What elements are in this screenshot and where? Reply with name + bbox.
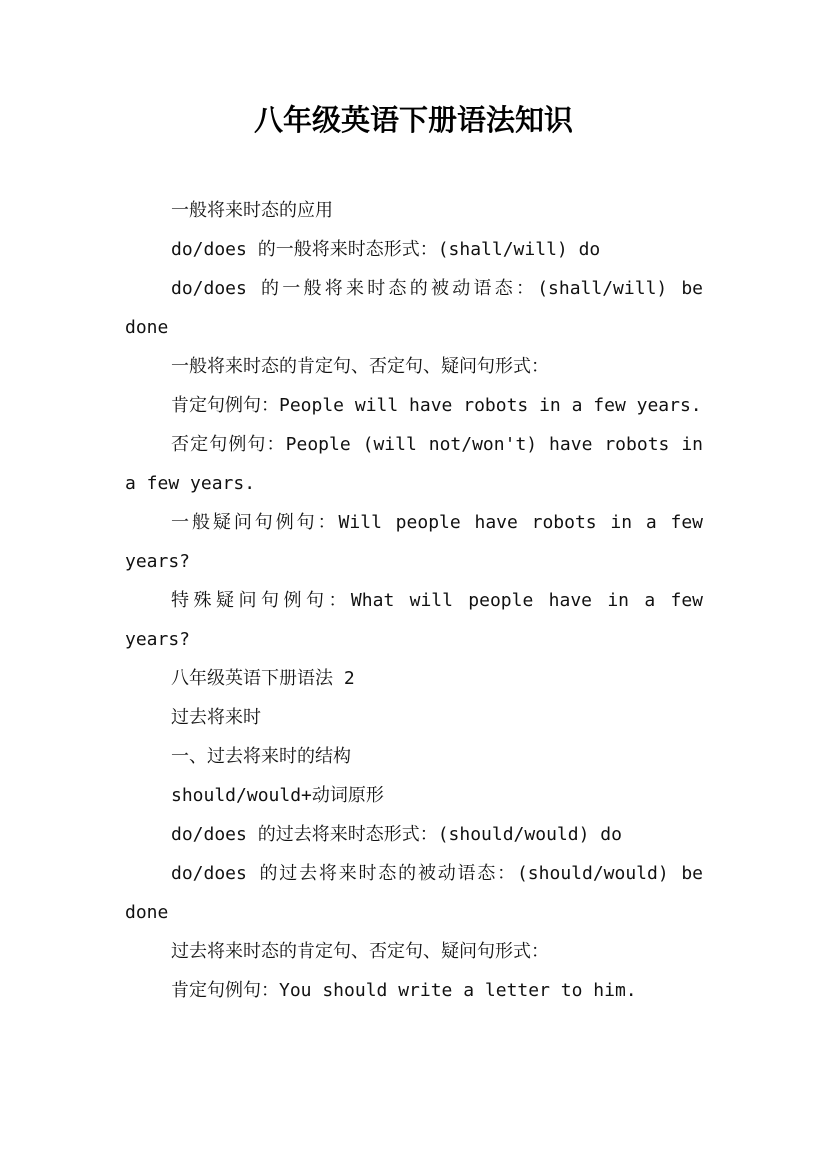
paragraph: do/does 的一般将来时态形式：(shall/will) do [171, 239, 601, 260]
document-title: 八年级英语下册语法知识 [253, 103, 573, 137]
paragraph: 八年级英语下册语法 2 [171, 668, 355, 689]
paragraph: 否定句例句：People (will not/won't) have robots in a few years. [125, 434, 703, 494]
paragraph: 一、过去将来时的结构 [171, 746, 351, 767]
document-body [125, 191, 703, 1010]
paragraph: 过去将来时态的肯定句、否定句、疑问句形式： [171, 941, 549, 962]
paragraph: do/does 的过去将来时态的被动语态：(should/would) be done [125, 863, 703, 923]
paragraph: 特殊疑问句例句：What will people have in a few years? [125, 590, 703, 650]
paragraph: 一般将来时态的应用 [171, 200, 333, 221]
paragraph: 一般将来时态的肯定句、否定句、疑问句形式： [171, 356, 549, 377]
paragraph: do/does 的过去将来时态形式：(should/would) do [171, 824, 622, 845]
paragraph: 肯定句例句：People will have robots in a few years. [171, 395, 702, 416]
paragraph: should/would+动词原形 [171, 785, 384, 806]
paragraph: do/does 的一般将来时态的被动语态：(shall/will) be done [125, 278, 703, 338]
paragraph: 肯定句例句：You should write a letter to him. [171, 980, 637, 1001]
paragraph: 一般疑问句例句：Will people have robots in a few years? [125, 512, 703, 572]
paragraph: 过去将来时 [171, 707, 261, 728]
